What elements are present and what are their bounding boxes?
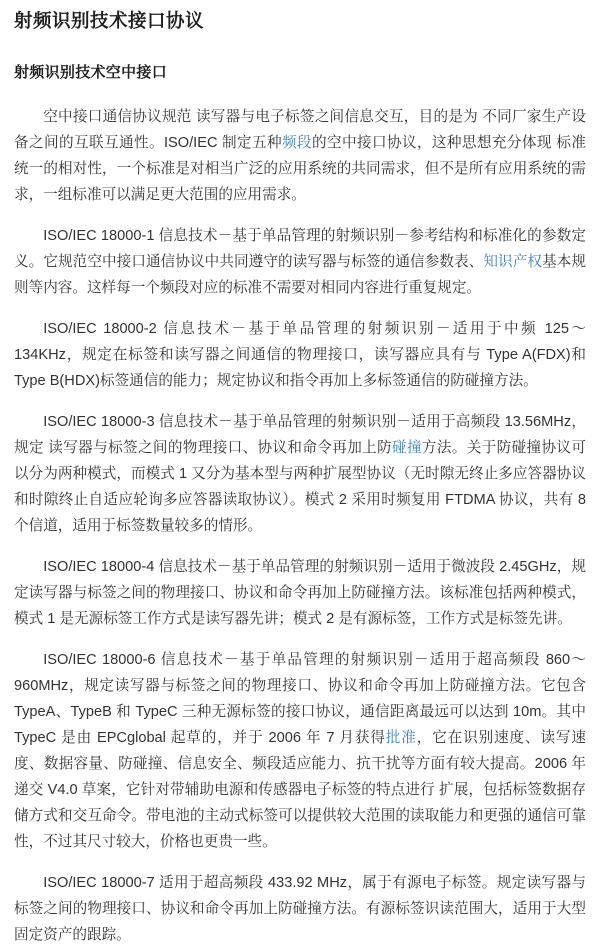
paragraph-text-segment: 空中接口通信协议规范 读写器与电子标签之间信息交互，目的是为 不同厂家生产设备之间的互联互通性。ISO/IEC 制定五种 — [14, 109, 586, 151]
link-collision[interactable]: 碰撞 — [392, 440, 422, 456]
document-title: 射频识别技术接口协议 — [14, 10, 205, 31]
paragraph-text-segment: ISO/IEC 18000-3 信息技术－基于单品管理的射频识别－适用于高频段 13.56MHz，规定 读写器与标签之间的物理接口、协议和命令再加上防 — [14, 414, 586, 456]
paragraph-air-interface-intro — [14, 104, 586, 208]
paragraph-iso-18000-1 — [14, 223, 586, 301]
paragraph-iso-18000-4 — [14, 554, 586, 632]
link-approval[interactable]: 批准 — [385, 730, 417, 746]
link-intellectual-property[interactable]: 知识产权 — [483, 254, 543, 270]
paragraph-text-segment: 基本规则等内容。这样每一个频段对应的标准不需要对相同内容进行重复规定。 — [14, 254, 586, 296]
paragraph-text-segment: ，它在识别速度、读写速度、数据容量、防碰撞、信息安全、频段适应能力、抗干扰等方面有较大提高。2006 年递交 V4.0 草案，它针对带辅助电源和传感器电子标签的特点进行 扩展，包括标签数据存储方式和交互命令。带电池的主动式标签可以提供较大范围的读取能力和更强的通信可靠性，不过其尺寸较大，价格也更贵一些。 — [14, 730, 586, 850]
paragraph-text-segment: ISO/IEC 18000-7 适用于超高频段 433.92 MHz，属于有源电子标签。规定读写器与标签之间的物理接口、协议和命令再加上防碰撞方法。有源标签识读范围大，适用于大型固定资产的跟踪。 — [14, 875, 586, 943]
paragraph-text-segment: ISO/IEC 18000-2 信息技术－基于单品管理的射频识别－适用于中频 125～134KHz，规定在标签和读写器之间通信的物理接口，读写器应具有与 Type A(FDX)和 Type B(HDX)标签通信的能力；规定协议和指令再加上多标签通信的防碰撞方法。 — [14, 321, 586, 389]
paragraph-text-segment: 的空中接口协议，这种思想充分体现 标准统一的相对性，一个标准是对相当广泛的应用系统的共同需求，但不是所有应用系统的需求，一组标准可以满足更大范围的应用需求。 — [14, 135, 586, 203]
section-heading-air-interface: 射频识别技术空中接口 — [14, 64, 168, 81]
paragraph-text-segment: ISO/IEC 18000-6 信息技术－基于单品管理的射频识别－适用于超高频段 860～960MHz，规定读写器与标签之间的物理接口、协议和命令再加上防碰撞方法。它包含 TypeA、TypeB 和 TypeC 三种无源标签的接口协议，通信距离最远可以达到 10m。其中 TypeC 是由 EPCglobal 起草的，并于 2006 年 7 月获得 — [14, 652, 586, 746]
paragraph-iso-18000-6 — [14, 647, 586, 855]
paragraph-iso-18000-3 — [14, 409, 586, 539]
paragraph-iso-18000-7 — [14, 870, 586, 948]
paragraph-iso-18000-2 — [14, 316, 586, 394]
link-frequency-band[interactable]: 频段 — [281, 135, 312, 151]
paragraph-text-segment: 方法。关于防碰撞协议可以分为两种模式，而模式 1 又分为基本型与两种扩展型协议（无时隙无终止多应答器协议和时隙终止自适应轮询多应答器读取协议）。模式 2 采用时频复用 FTDMA 协议，共有 8 个信道，适用于标签数量较多的情形。 — [14, 440, 586, 534]
paragraph-text-segment: ISO/IEC 18000-4 信息技术－基于单品管理的射频识别－适用于微波段 2.45GHz，规定读写器与标签之间的物理接口、协议和命令再加上防碰撞方法。该标准包括两种模式，模式 1 是无源标签工作方式是读写器先讲；模式 2 是有源标签，工作方式是标签先讲。 — [14, 559, 586, 627]
paragraph-text-segment: ISO/IEC 18000-1 信息技术－基于单品管理的射频识别－参考结构和标准化的参数定义。它规范空中接口通信协议中共同遵守的读写器与标签的通信参数表、 — [14, 228, 586, 270]
